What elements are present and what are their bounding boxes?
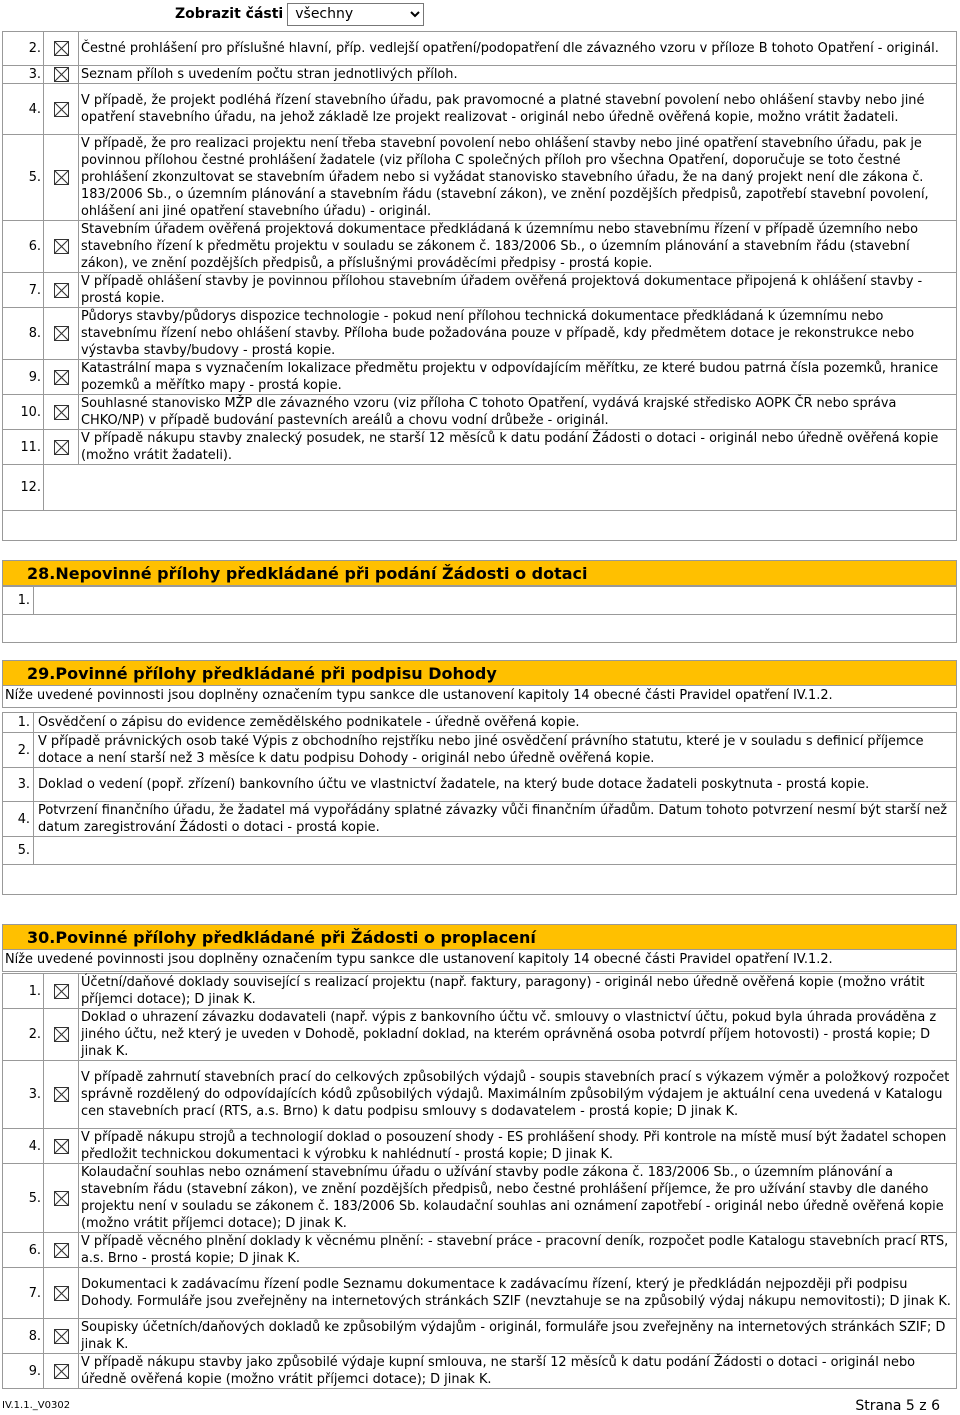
table-row <box>3 1233 957 1268</box>
checked-box-icon <box>54 984 69 999</box>
row-number: 4. <box>3 84 44 135</box>
checkbox[interactable] <box>44 1354 79 1389</box>
row-number: 5. <box>3 135 44 221</box>
row-number: 6. <box>3 221 44 273</box>
checkbox[interactable] <box>44 1061 79 1129</box>
table-row <box>3 837 957 865</box>
section-28-header: 28.Nepovinné přílohy předkládané při podání Žádosti o dotaci <box>2 560 957 586</box>
table-row <box>3 1164 957 1233</box>
checked-box-icon <box>54 1364 69 1379</box>
row-number: 6. <box>3 1233 44 1268</box>
table-row <box>3 66 957 84</box>
checkbox[interactable] <box>44 1233 79 1268</box>
checked-box-icon <box>54 283 69 298</box>
section-29-header: 29.Povinné přílohy předkládané při podpisu Dohody <box>2 660 957 686</box>
row-number: 5. <box>3 837 34 865</box>
row-number: 7. <box>3 273 44 308</box>
row-text: V případě nákupu stavby jako způsobilé výdaje kupní smlouva, ne starší 12 měsíců k datu podání Žádosti o dotaci - originál nebo úředně ověřená kopie (možno vrátit příjemci dotace); D jinak K. <box>79 1354 957 1389</box>
row-text: Katastrální mapa s vyznačením lokalizace předmětu projektu v odpovídajícím měřítku, ze které budou patrná čísla pozemků, hranice pozemků a měřítko mapy - prostá kopie. <box>79 360 957 395</box>
row-text: V případě ohlášení stavby je povinnou přílohou stavebním úřadem ověřená projektová dokumentace připojená k ohlášení stavby - prostá kopie. <box>79 273 957 308</box>
table-row <box>3 221 957 273</box>
row-number: 2. <box>3 32 44 66</box>
checked-box-icon <box>54 326 69 341</box>
row-text: Čestné prohlášení pro příslušné hlavní, příp. vedlejší opatření/podopatření dle závazného vzoru v příloze B tohoto Opatření - originál. <box>79 32 957 66</box>
checkbox[interactable] <box>44 395 79 430</box>
section-29-table <box>2 712 957 895</box>
filter-label: Zobrazit části <box>175 6 284 22</box>
table-row <box>3 308 957 360</box>
row-number: 9. <box>3 360 44 395</box>
table-row <box>3 1268 957 1319</box>
row-number: 1. <box>3 587 34 615</box>
row-number: 5. <box>3 1164 44 1233</box>
row-text: V případě, že projekt podléhá řízení stavebního úřadu, pak pravomocné a platné stavební povolení nebo ohlášení stavby nebo jiné opatření stavebního úřadu, na jehož základě lze projekt realizovat - originál nebo úředně ověřená kopie, možno vrátit žadateli. <box>79 84 957 135</box>
row-number: 2. <box>3 1009 44 1061</box>
checked-box-icon <box>54 170 69 185</box>
table-row <box>3 1061 957 1129</box>
row-number: 10. <box>3 395 44 430</box>
table-row <box>3 1319 957 1354</box>
row-text: Potvrzení finančního úřadu, že žadatel má vypořádány splatné závazky vůči finančním úřadům. Datum tohoto potvrzení nesmí být starší než datum zaregistrování Žádosti o dotaci - prostá kopie. <box>34 802 957 837</box>
table-row <box>3 135 957 221</box>
row-text: V případě nákupu stavby znalecký posudek, ne starší 12 měsíců k datu podání Žádosti o dotaci - originál nebo úředně ověřená kopie (možno vrátit žadateli). <box>79 430 957 465</box>
checked-box-icon <box>54 1329 69 1344</box>
checkbox[interactable] <box>44 974 79 1009</box>
row-text: Osvědčení o zápisu do evidence zemědělského podnikatele - úředně ověřená kopie. <box>34 713 957 733</box>
table-row <box>3 430 957 465</box>
checkbox[interactable] <box>44 430 79 465</box>
table-row <box>3 1009 957 1061</box>
checkbox[interactable] <box>44 32 79 66</box>
checkbox[interactable] <box>44 135 79 221</box>
footer-page-number: Strana 5 z 6 <box>855 1398 940 1414</box>
table-row <box>3 587 957 615</box>
section-29-note: Níže uvedené povinnosti jsou doplněny označením typu sankce dle ustanovení kapitoly 14 obecné části Pravidel opatření IV.1.2. <box>2 686 957 708</box>
row-number: 4. <box>3 1129 44 1164</box>
checkbox[interactable] <box>44 308 79 360</box>
checked-box-icon <box>54 1139 69 1154</box>
checkbox[interactable] <box>44 1129 79 1164</box>
table-row <box>3 465 957 511</box>
table-row <box>3 768 957 802</box>
section-30-table <box>2 973 957 1389</box>
row-text: V případě právnických osob také Výpis z obchodního rejstříku nebo jiné osvědčení právního statutu, které je v souladu s definicí příjemce dotace a není starší než 3 měsíce k datu podpisu Dohody - originál nebo úředně ověřená kopie. <box>34 733 957 768</box>
top-attachments-table <box>2 31 957 541</box>
row-number: 8. <box>3 308 44 360</box>
checked-box-icon <box>54 1191 69 1206</box>
checkbox[interactable] <box>44 84 79 135</box>
row-text: Soupisky účetních/daňových dokladů ke způsobilým výdajům - originál, formuláře jsou zveřejněny na internetových stránkách SZIF; D jinak K. <box>79 1319 957 1354</box>
row-number: 11. <box>3 430 44 465</box>
row-number: 3. <box>3 1061 44 1129</box>
checkbox[interactable] <box>44 273 79 308</box>
row-text: Doklad o uhrazení závazku dodavateli (např. výpis z bankovního účtu vč. smlouvy o vlastnictví účtu, pokud byla úhrada prováděna z jiného účtu, než který je uveden v Dohodě, pokladní doklad, na kterém oprávněná osoba potvrdí příjem hotovosti) - prostá kopie; D jinak K. <box>79 1009 957 1061</box>
row-text: Stavebním úřadem ověřená projektová dokumentace předkládaná k územnímu nebo stavebnímu řízení v případě územního nebo stavebního řízení k předmětu projektu v souladu se zákonem č. 183/2006 Sb., o územním plánování a stavebním řádu (stavební zákon), ve znění pozdějších předpisů, a příslušnými prováděcími předpisy - prostá kopie. <box>79 221 957 273</box>
row-text: V případě zahrnutí stavebních prací do celkových způsobilých výdajů - soupis stavebních prací s výkazem výměr a položkový rozpočet správně rozdělený do odpovídajících kódů způsobilých výdajů. Maximálním způsobilým výdajem je aktuální cena uvedená v Katalogu cen stavebních prací (RTS, a.s. Brno) k datu podpisu smlouvy s dodavatelem - prostá kopie; D jinak K. <box>79 1061 957 1129</box>
row-text: V případě nákupu strojů a technologií doklad o posouzení shody - ES prohlášení shody. Při kontrole na místě musí být žadatel schopen předložit technickou dokumentaci k výrobku k nahlédnutí - prostá kopie; D jinak K. <box>79 1129 957 1164</box>
row-number: 7. <box>3 1268 44 1319</box>
row-text: V případě, že pro realizaci projektu není třeba stavební povolení nebo ohlášení stavby nebo jiné opatření stavebního úřadu, pak je povinnou přílohou čestné prohlášení žadatele (viz příloha C společných příloh pro všechna Opatření, doporučuje se toto čestné prohlášení zkonzultovat se stavebním úřadem nebo si vyžádat stanovisko stavebního úřadu, že na daný projekt není dle zákona č. 183/2006 Sb., o územním plánování a stavebním řádu (stavební zákon), ve znění pozdějších předpisů, zapotřebí stavební povolení, ohlášení ani jiné opatření stavebního úřadu) - originál. <box>79 135 957 221</box>
table-row <box>3 713 957 733</box>
row-number: 12. <box>3 465 44 511</box>
row-number: 4. <box>3 802 34 837</box>
checkbox[interactable] <box>44 1319 79 1354</box>
row-number: 9. <box>3 1354 44 1389</box>
table-row <box>3 395 957 430</box>
table-row <box>3 1354 957 1389</box>
checkbox[interactable] <box>44 360 79 395</box>
row-number: 2. <box>3 733 34 768</box>
checked-box-icon <box>54 405 69 420</box>
table-row <box>3 1129 957 1164</box>
row-text: Souhlasné stanovisko MŽP dle závazného vzoru (viz příloha C tohoto Opatření, vydává krajské středisko AOPK ČR nebo správa CHKO/NP) v případě budování pastevních areálů a chovu vodní drůbeže - originál. <box>79 395 957 430</box>
row-number: 3. <box>3 66 44 84</box>
row-text: Doklad o vedení (popř. zřízení) bankovního účtu ve vlastnictví žadatele, na který bude dotace žadateli poskytnuta - prostá kopie. <box>34 768 957 802</box>
checked-box-icon <box>54 41 69 56</box>
checkbox[interactable] <box>44 66 79 84</box>
row-text: Seznam příloh s uvedením počtu stran jednotlivých příloh. <box>79 66 957 84</box>
row-number: 1. <box>3 713 34 733</box>
section-30-note: Níže uvedené povinnosti jsou doplněny označením typu sankce dle ustanovení kapitoly 14 obecné části Pravidel opatření IV.1.2. <box>2 950 957 972</box>
table-row <box>3 974 957 1009</box>
checked-box-icon <box>54 440 69 455</box>
filter-select[interactable] <box>287 3 424 26</box>
checked-box-icon <box>54 1286 69 1301</box>
table-row <box>3 615 957 643</box>
checkbox[interactable] <box>44 1009 79 1061</box>
row-text: Půdorys stavby/půdorys dispozice technologie - pokud není přílohou technická dokumentace předkládaná k územnímu nebo stavebnímu řízení nebo ohlášení stavby. Příloha bude požadována pouze v případě, kdy předmětem dotace je rekonstrukce nebo výstavba stavby/budovy - prostá kopie. <box>79 308 957 360</box>
row-number: 1. <box>3 974 44 1009</box>
checked-box-icon <box>54 370 69 385</box>
table-row <box>3 802 957 837</box>
row-number: 8. <box>3 1319 44 1354</box>
row-text: Účetní/daňové doklady související s realizací projektu (např. faktury, paragony) - originál nebo úředně ověřená kopie (možno vrátit příjemci dotace); D jinak K. <box>79 974 957 1009</box>
checked-box-icon <box>54 239 69 254</box>
table-row <box>3 84 957 135</box>
table-row <box>3 360 957 395</box>
checkbox[interactable] <box>44 1164 79 1233</box>
table-row <box>3 733 957 768</box>
footer-code: IV.1.1._V0302 <box>2 1400 71 1411</box>
checked-box-icon <box>54 102 69 117</box>
checked-box-icon <box>54 1087 69 1102</box>
checked-box-icon <box>54 1027 69 1042</box>
table-row <box>3 273 957 308</box>
row-number: 3. <box>3 768 34 802</box>
row-text: V případě věcného plnění doklady k věcnému plnění: - stavební práce - pracovní deník, rozpočet podle Katalogu stavebních prací RTS, a.s. Brno - prostá kopie; D jinak K. <box>79 1233 957 1268</box>
checkbox[interactable] <box>44 1268 79 1319</box>
section-28-table <box>2 586 957 643</box>
row-text: Kolaudační souhlas nebo oznámení stavebnímu úřadu o užívání stavby podle zákona č. 183/2006 Sb., o územním plánování a stavebním řádu (stavební zákon), ve znění pozdějších předpisů, nebo čestné prohlášení příjemce, že pro užívání stavby dle daného projektu není v souladu se zákonem č. 183/2006 Sb. kolaudační souhlas ani oznámení zapotřebí - originál nebo úředně ověřená kopie (možno vrátit příjemci dotace); D jinak K. <box>79 1164 957 1233</box>
filter-bar <box>175 2 424 26</box>
table-row <box>3 32 957 66</box>
section-30-header: 30.Povinné přílohy předkládané při Žádosti o proplacení <box>2 924 957 950</box>
row-text: Dokumentaci k zadávacímu řízení podle Seznamu dokumentace k zadávacímu řízení, který je předkládán nejpozději při podpisu Dohody. Formuláře jsou zveřejněny na internetových stránkách SZIF (nevztahuje se na způsobilý výdaj nákupu nemovitosti); D jinak K. <box>79 1268 957 1319</box>
checked-box-icon <box>54 1243 69 1258</box>
checkbox[interactable] <box>44 221 79 273</box>
checked-box-icon <box>54 67 69 82</box>
